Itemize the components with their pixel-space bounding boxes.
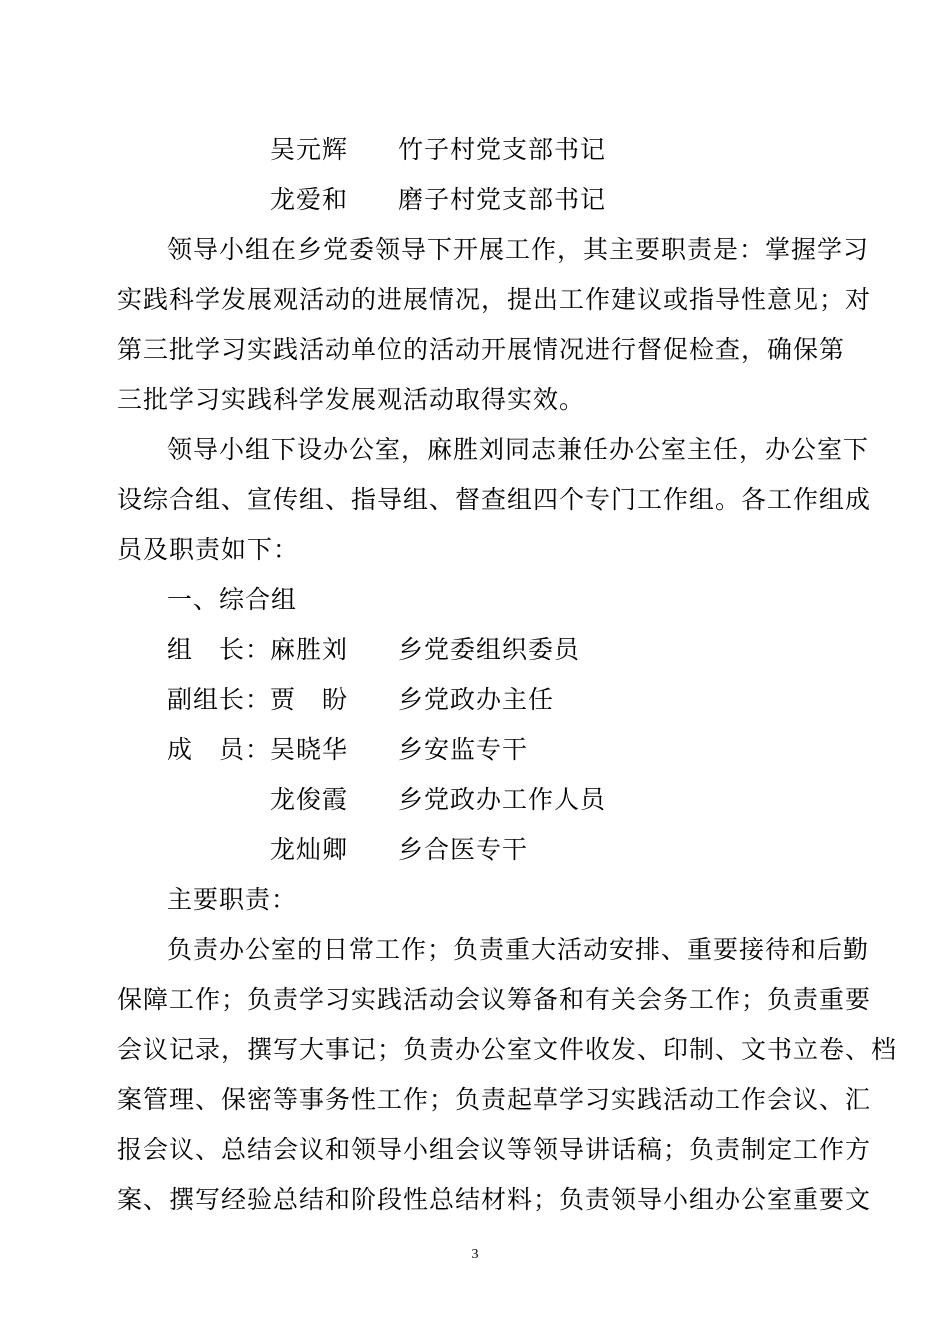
group-member-name-3: 吴晓华 [270,735,349,764]
group-member-title-1: 乡党委组织委员 [398,635,581,664]
group-role-label-3: 成 员： [167,735,272,764]
duties-heading: 主要职责： [167,885,298,914]
paragraph-3-line-5: 报会议、总结会议和领导小组会议等领导讲话稿；负责制定工作方 [117,1135,872,1164]
paragraph-3-line-4: 案管理、保密等事务性工作；负责起草学习实践活动工作会议、汇 [117,1085,872,1114]
paragraph-2-line-2: 设综合组、宣传组、指导组、督查组四个专门工作组。各工作组成 [117,485,872,514]
paragraph-2-line-1: 领导小组下设办公室，麻胜刘同志兼任办公室主任，办公室下 [167,435,870,464]
paragraph-3-line-1: 负责办公室的日常工作；负责重大活动安排、重要接待和后勤 [167,935,870,964]
paragraph-3-line-2: 保障工作；负责学习实践活动会议筹备和有关会务工作；负责重要 [117,985,872,1014]
page-number: 3 [471,1247,479,1262]
group-member-title-5: 乡合医专干 [398,835,529,864]
group-member-name-1: 麻胜刘 [270,635,349,664]
group-member-name-5: 龙灿卿 [270,835,349,864]
roster-top-title-2: 磨子村党支部书记 [398,185,607,214]
section-heading: 一、综合组 [167,585,298,614]
roster-top-name-1: 吴元辉 [270,135,349,164]
group-member-title-3: 乡安监专干 [398,735,529,764]
group-member-title-2: 乡党政办主任 [398,685,555,714]
group-member-name-4: 龙俊霞 [270,785,349,814]
paragraph-3-line-6: 案、撰写经验总结和阶段性总结材料；负责领导小组办公室重要文 [117,1185,872,1214]
paragraph-2-line-3: 员及职责如下： [117,535,300,564]
paragraph-1-line-4: 三批学习实践科学发展观活动取得实效。 [117,385,586,414]
roster-top-title-1: 竹子村党支部书记 [398,135,607,164]
group-role-label-1: 组 长： [167,635,272,664]
paragraph-1-line-2: 实践科学发展观活动的进展情况，提出工作建议或指导性意见；对 [117,285,872,314]
group-member-title-4: 乡党政办工作人员 [398,785,607,814]
paragraph-1-line-1: 领导小组在乡党委领导下开展工作，其主要职责是：掌握学习 [167,235,870,264]
group-role-label-2: 副组长： [167,685,272,714]
paragraph-1-line-3: 第三批学习实践活动单位的活动开展情况进行督促检查，确保第 [117,335,846,364]
roster-top-name-2: 龙爱和 [270,185,349,214]
group-member-name-2: 贾 盼 [270,685,349,714]
paragraph-3-line-3: 会议记录，撰写大事记；负责办公室文件收发、印制、文书立卷、档 [117,1035,898,1064]
